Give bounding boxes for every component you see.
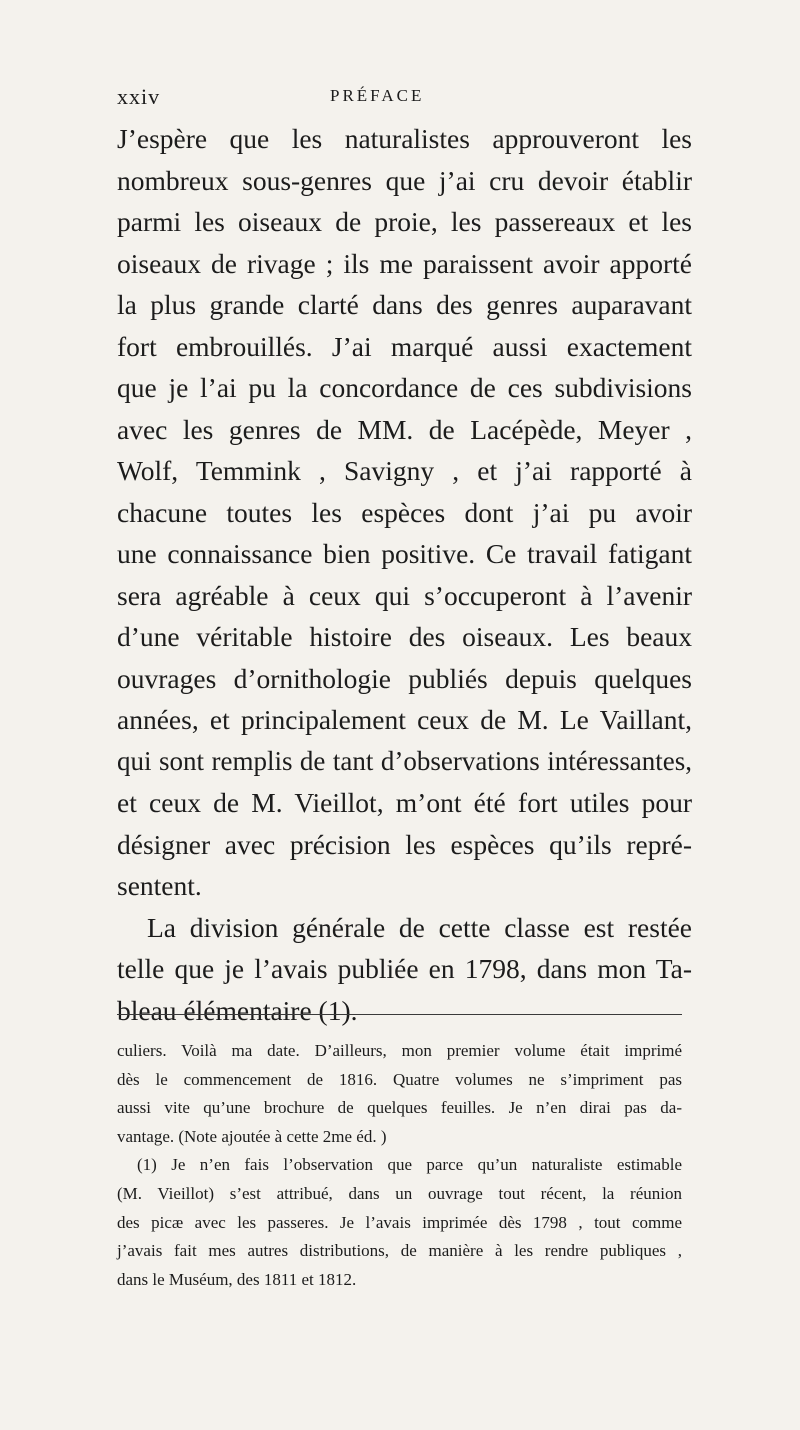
text-line: chacune toutes les espèces dont j’ai pu avoir	[117, 496, 692, 528]
page-number: xxiv	[117, 84, 161, 109]
footnote-line: dans le Muséum, des 1811 et 1812.	[117, 1269, 357, 1289]
text-line: Wolf, Temmink , Savigny , et j’ai rapporté à	[117, 455, 692, 486]
footnote-line: vantage. (Note ajoutée à cette 2me éd. )	[117, 1126, 387, 1146]
text-line: et ceux de M. Vieillot, m’ont été fort utiles pour	[117, 787, 692, 818]
footnotes	[117, 1037, 682, 1294]
footnote-line: (M. Vieillot) s’est attribué, dans un ouvrage tout récent, la réunion	[117, 1183, 682, 1203]
main-text	[117, 118, 692, 1031]
text-line: La division générale de cette classe est restée	[147, 911, 692, 943]
text-line: J’espère que les naturalistes approuveront les	[117, 123, 692, 154]
text-line: fort embrouillés. J’ai marqué aussi exactement	[117, 330, 692, 362]
text-line: oiseaux de rivage ; ils me paraissent avoir apporté	[117, 247, 692, 279]
text-line: d’une véritable histoire des oiseaux. Les beaux	[117, 621, 692, 652]
text-line: sera agréable à ceux qui s’occuperont à l’avenir	[117, 579, 692, 611]
text-line: sentent.	[117, 870, 202, 901]
footnote-line: aussi vite qu’une brochure de quelques feuilles. Je n’en dirai pas da-	[117, 1098, 682, 1118]
text-line: la plus grande clarté dans des genres auparavant	[117, 289, 692, 320]
text-line: parmi les oiseaux de proie, les passereaux et les	[117, 206, 692, 237]
text-line: qui sont remplis de tant d’observations intéressantes,	[117, 745, 692, 776]
text-line: désigner avec précision les espèces qu’ils repré-	[117, 828, 692, 860]
text-line: telle que je l’avais publiée en 1798, dans mon Ta-	[117, 953, 692, 984]
footnote-line: culiers. Voilà ma date. D’ailleurs, mon premier volume était imprimé	[117, 1041, 682, 1060]
text-line: années, et principalement ceux de M. Le Vaillant,	[117, 704, 692, 735]
footnote-line: dès le commencement de 1816. Quatre volumes ne s’impriment pas	[117, 1069, 682, 1089]
text-line: avec les genres de MM. de Lacépède, Meyer ,	[117, 413, 692, 445]
text-line: une connaissance bien positive. Ce travail fatigant	[117, 538, 692, 569]
page-header	[117, 84, 682, 114]
footnote-line: j’avais fait mes autres distributions, de manière à les rendre publiques ,	[117, 1241, 682, 1261]
footnote-line: des picæ avec les passeres. Je l’avais imprimée dès 1798 , tout comme	[117, 1212, 682, 1232]
text-line: nombreux sous-genres que j’ai cru devoir établir	[117, 164, 692, 196]
running-head: PRÉFACE	[330, 86, 425, 105]
text-line: bleau élémentaire (1).	[117, 994, 358, 1026]
footnote-line: (1) Je n’en fais l’observation que parce qu’un naturaliste estimable	[137, 1155, 682, 1175]
footnote-rule	[117, 1014, 682, 1015]
text-line: que je l’ai pu la concordance de ces subdivisions	[117, 372, 692, 403]
text-line: ouvrages d’ornithologie publiés depuis quelques	[117, 662, 692, 694]
